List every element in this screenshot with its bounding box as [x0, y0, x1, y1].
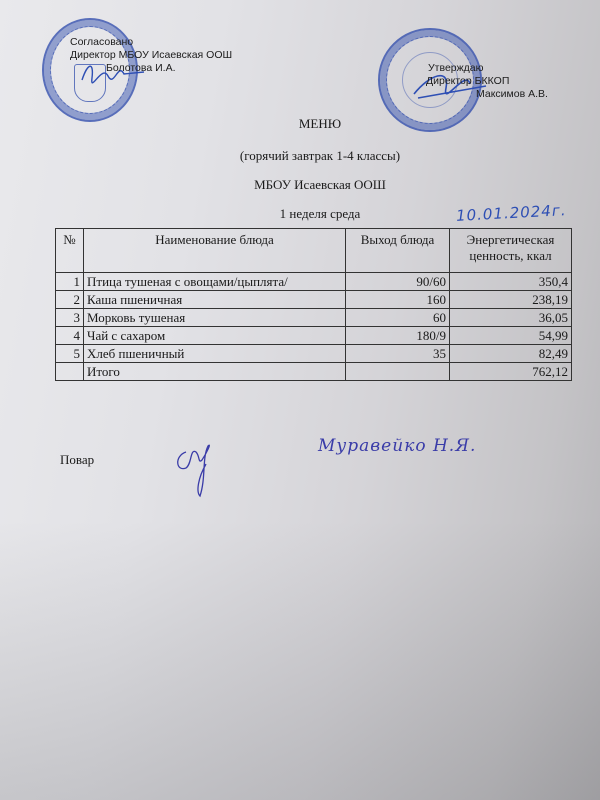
row-number: 4 [56, 327, 84, 345]
column-header-energy: Энергетическая ценность, ккал [450, 229, 572, 273]
dish-output: 35 [346, 345, 450, 363]
dish-energy: 238,19 [450, 291, 572, 309]
approval-left [70, 36, 232, 75]
table-total-row [56, 363, 572, 381]
menu-table [55, 228, 572, 381]
cook-label: Повар [60, 452, 95, 467]
table-row [56, 345, 572, 363]
page-title: МЕНЮ [298, 116, 342, 131]
row-number: 3 [56, 309, 84, 327]
row-number: 1 [56, 273, 84, 291]
dish-name: Птица тушеная с овощами/цыплята/ [84, 273, 346, 291]
handwritten-date: 10.01.2024г. [455, 201, 567, 225]
dish-name: Чай с сахаром [84, 327, 346, 345]
approval-left-status: Согласовано [70, 36, 134, 48]
total-energy: 762,12 [450, 363, 572, 381]
paper-shadow [0, 520, 600, 800]
dish-output: 180/9 [346, 327, 450, 345]
week-day: 1 неделя среда [279, 206, 361, 221]
approval-right [428, 62, 548, 101]
table-row [56, 291, 572, 309]
dish-name: Морковь тушеная [84, 309, 346, 327]
table-header-row [56, 229, 572, 273]
table-row [56, 309, 572, 327]
cook-signature [172, 438, 222, 500]
page-subtitle: (горячий завтрак 1-4 классы) [239, 148, 401, 163]
approval-left-person: Болотова И.А. [106, 62, 176, 74]
row-number: 5 [56, 345, 84, 363]
table-row [56, 273, 572, 291]
row-number: 2 [56, 291, 84, 309]
column-header-dish: Наименование блюда [84, 229, 346, 273]
dish-output: 160 [346, 291, 450, 309]
dish-energy: 82,49 [450, 345, 572, 363]
column-header-number: № [56, 229, 84, 273]
school-name: МБОУ Исаевская ООШ [254, 177, 386, 192]
approval-right-person: Максимов А.В. [476, 88, 548, 100]
cook-name-handwritten: Муравейко Н.Я. [318, 436, 477, 456]
approval-left-position: Директор МБОУ Исаевская ООШ [70, 49, 233, 61]
dish-energy: 54,99 [450, 327, 572, 345]
approval-right-position: Директор БККОП [426, 75, 510, 87]
total-number-empty [56, 363, 84, 381]
dish-energy: 350,4 [450, 273, 572, 291]
total-label: Итого [84, 363, 346, 381]
dish-energy: 36,05 [450, 309, 572, 327]
approval-right-status: Утверждаю [428, 62, 484, 74]
dish-output: 90/60 [346, 273, 450, 291]
dish-output: 60 [346, 309, 450, 327]
total-output-empty [346, 363, 450, 381]
dish-name: Каша пшеничная [84, 291, 346, 309]
column-header-output: Выход блюда [346, 229, 450, 273]
table-row [56, 327, 572, 345]
dish-name: Хлеб пшеничный [84, 345, 346, 363]
